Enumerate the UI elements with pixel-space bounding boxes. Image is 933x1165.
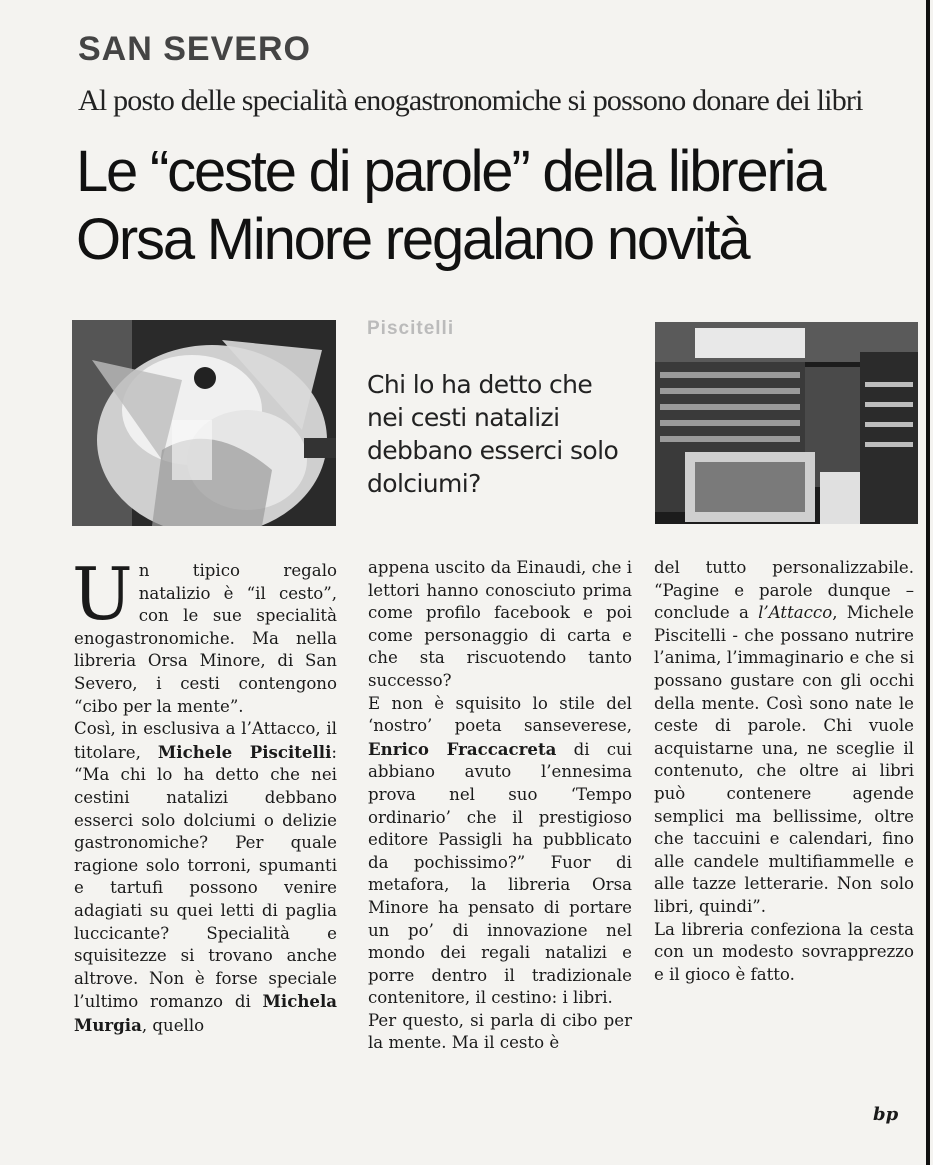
drop-cap: U [72, 552, 133, 636]
body-text: , quello [141, 1015, 205, 1035]
body-column-1 [72, 552, 337, 1037]
bookstore-interior-photo [655, 322, 918, 524]
body-paragraph [72, 552, 337, 718]
body-paragraph: La libreria confeziona la cesta con un modesto sovrapprezzo e il gioco è fatto. [654, 919, 914, 984]
headline-line-1: Le “ceste di parole” della libreria [76, 139, 825, 204]
body-text: Così, in esclusiva a l’Attacco, il titolare, [74, 719, 337, 762]
body-text: di cui abbiano avuto l’ennesima prova nel suo ‘Tempo ordinario’ che il prestigioso editore Passigli ha pubblicato da pochissimo?” Fuor di metafora, la libreria Orsa Minore ha pensato di portare un po’ di innovazione nel mondo dei regali natalizi e porre dentro il tradizionale contenitore, il cestino: i libri. [368, 739, 632, 1008]
person-name: Michele Piscitelli [157, 741, 332, 762]
body-column-2 [368, 557, 632, 1055]
body-text: , Michele Piscitelli - che possano nutrire l’anima, l’immaginario e che si possano gustare con gli occhi della mente. Così sono nate le ceste di parole. Chi vuole acquistarne una, ne sceglie il contenuto, che oltre ai libri può contenere agende semplici ma bellissime, oltre che taccuini e calendari, fino alle candele multifiammelle e alle tazze letterarie. Non solo libri, quindi”. [654, 603, 914, 916]
body-paragraph [368, 693, 632, 1010]
article-headline [76, 138, 906, 274]
gift-basket-photo [72, 320, 336, 526]
page-edge-rule [926, 0, 930, 1165]
newspaper-name: l’Attacco [758, 603, 833, 623]
poet-name: Enrico Fraccacreta [368, 738, 557, 759]
headline-line-2: Orsa Minore regalano novità [76, 207, 749, 272]
body-text: n tipico regalo natalizio è “il cesto”, con le sue specialità enogastronomiche. Ma nella libreria Orsa Minore, di San Severo, i cesti contengono “cibo per la mente”. [74, 561, 337, 716]
body-paragraph [74, 718, 337, 1037]
body-column-3 [654, 557, 914, 986]
author-name: Michela Murgia [74, 991, 337, 1035]
body-paragraph: Per questo, si parla di cibo per la mente. Ma il cesto è [368, 1010, 632, 1053]
section-label: SAN SEVERO [78, 30, 311, 68]
pull-quote: Chi lo ha detto che nei cesti natalizi debbano esserci solo dolciumi? [367, 370, 619, 498]
body-paragraph [654, 557, 914, 919]
article-subtitle: Al posto delle specialità enogastronomiche si possono donare dei libri [78, 84, 863, 117]
body-text: del tutto personalizzabile. “Pagine e parole dunque – conclude a [654, 558, 914, 623]
author-byline: Piscitelli [367, 318, 455, 339]
body-text: : “Ma chi lo ha detto che nei cestini natalizi debbano esserci solo dolciumi o delizie gastronomiche? Per quale ragione solo torroni, spumanti e tartufi possono venire adagiati su quei letti di paglia luccicante? Specialità e squisitezze si trovano anche altrove. Non è forse speciale l’ultimo romanzo di [74, 742, 337, 1012]
author-signature: bp [873, 1104, 899, 1125]
body-text: E non è squisito lo stile del ‘nostro’ poeta sanseverese, [368, 693, 632, 736]
body-paragraph: appena uscito da Einaudi, che i lettori hanno conosciuto prima come profilo facebook e poi come personaggio di carta e che sta riscuotendo tanto successo? [368, 558, 632, 690]
